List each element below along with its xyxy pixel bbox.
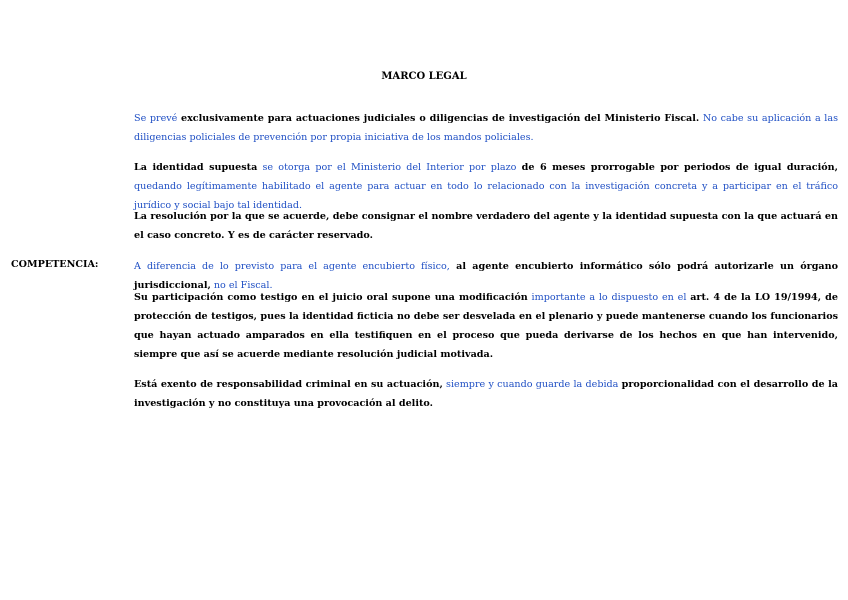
text-span: La resolución por la que se acuerde, debe consignar el nombre verdadero del agente y la identidad supuesta con la que actuará en el caso concreto. Y es de carácter reservado. (134, 211, 838, 241)
text-span: se otorga por el Ministerio del Interior por plazo (257, 162, 522, 173)
paragraph-resolution (134, 207, 838, 245)
paragraph-scope (134, 109, 838, 147)
text-span: no el Fiscal. (210, 280, 273, 291)
text-span: importante a lo dispuesto en el (527, 292, 691, 303)
text-span: Se prevé (134, 113, 181, 124)
text-span: La identidad supuesta (134, 162, 258, 173)
text-span: Está exento de responsabilidad criminal en su actuación, (134, 379, 443, 390)
paragraph-exemption (134, 375, 838, 413)
text-span: quedando legítimamente habilitado el agente para actuar en todo lo relacionado con la investigación concreta y a participar en el tráfico jurídico y social bajo tal identidad. (134, 181, 838, 211)
text-span: A diferencia de lo previsto para el agente encubierto físico, (134, 261, 450, 272)
text-span: proporcionalidad con el desarrollo de la investigación y no constituya una provocación al delito. (134, 379, 838, 409)
text-span: No cabe su aplicación a las diligencias policiales de prevención por propia iniciativa de los mandos policiales. (134, 113, 838, 143)
paragraph-witness (134, 288, 838, 364)
text-span: art. 4 de la LO 19/1994, de protección de testigos, pues la identidad ficticia no debe ser desvelada en el plenario y puede mantenerse cuando los funcionarios que hayan actuado amparados en ella testifiquen en el proceso que pueda derivarse de los hechos en que han intervenido, siempre que así se acuerde mediante resolución judicial motivada. (134, 292, 838, 360)
text-span: de 6 meses prorrogable por periodos de igual duración, (521, 162, 839, 173)
text-span: siempre y cuando guarde la debida (442, 379, 622, 390)
competence-label: COMPETENCIA: (11, 259, 99, 270)
text-span: al agente encubierto informático sólo podrá autorizarle un órgano jurisdiccional, (134, 261, 839, 291)
text-span: exclusivamente para actuaciones judiciales o diligencias de investigación del Ministerio Fiscal. (180, 113, 700, 124)
page-title: MARCO LEGAL (381, 71, 467, 82)
text-span: Su participación como testigo en el juicio oral supone una modificación (134, 292, 528, 303)
